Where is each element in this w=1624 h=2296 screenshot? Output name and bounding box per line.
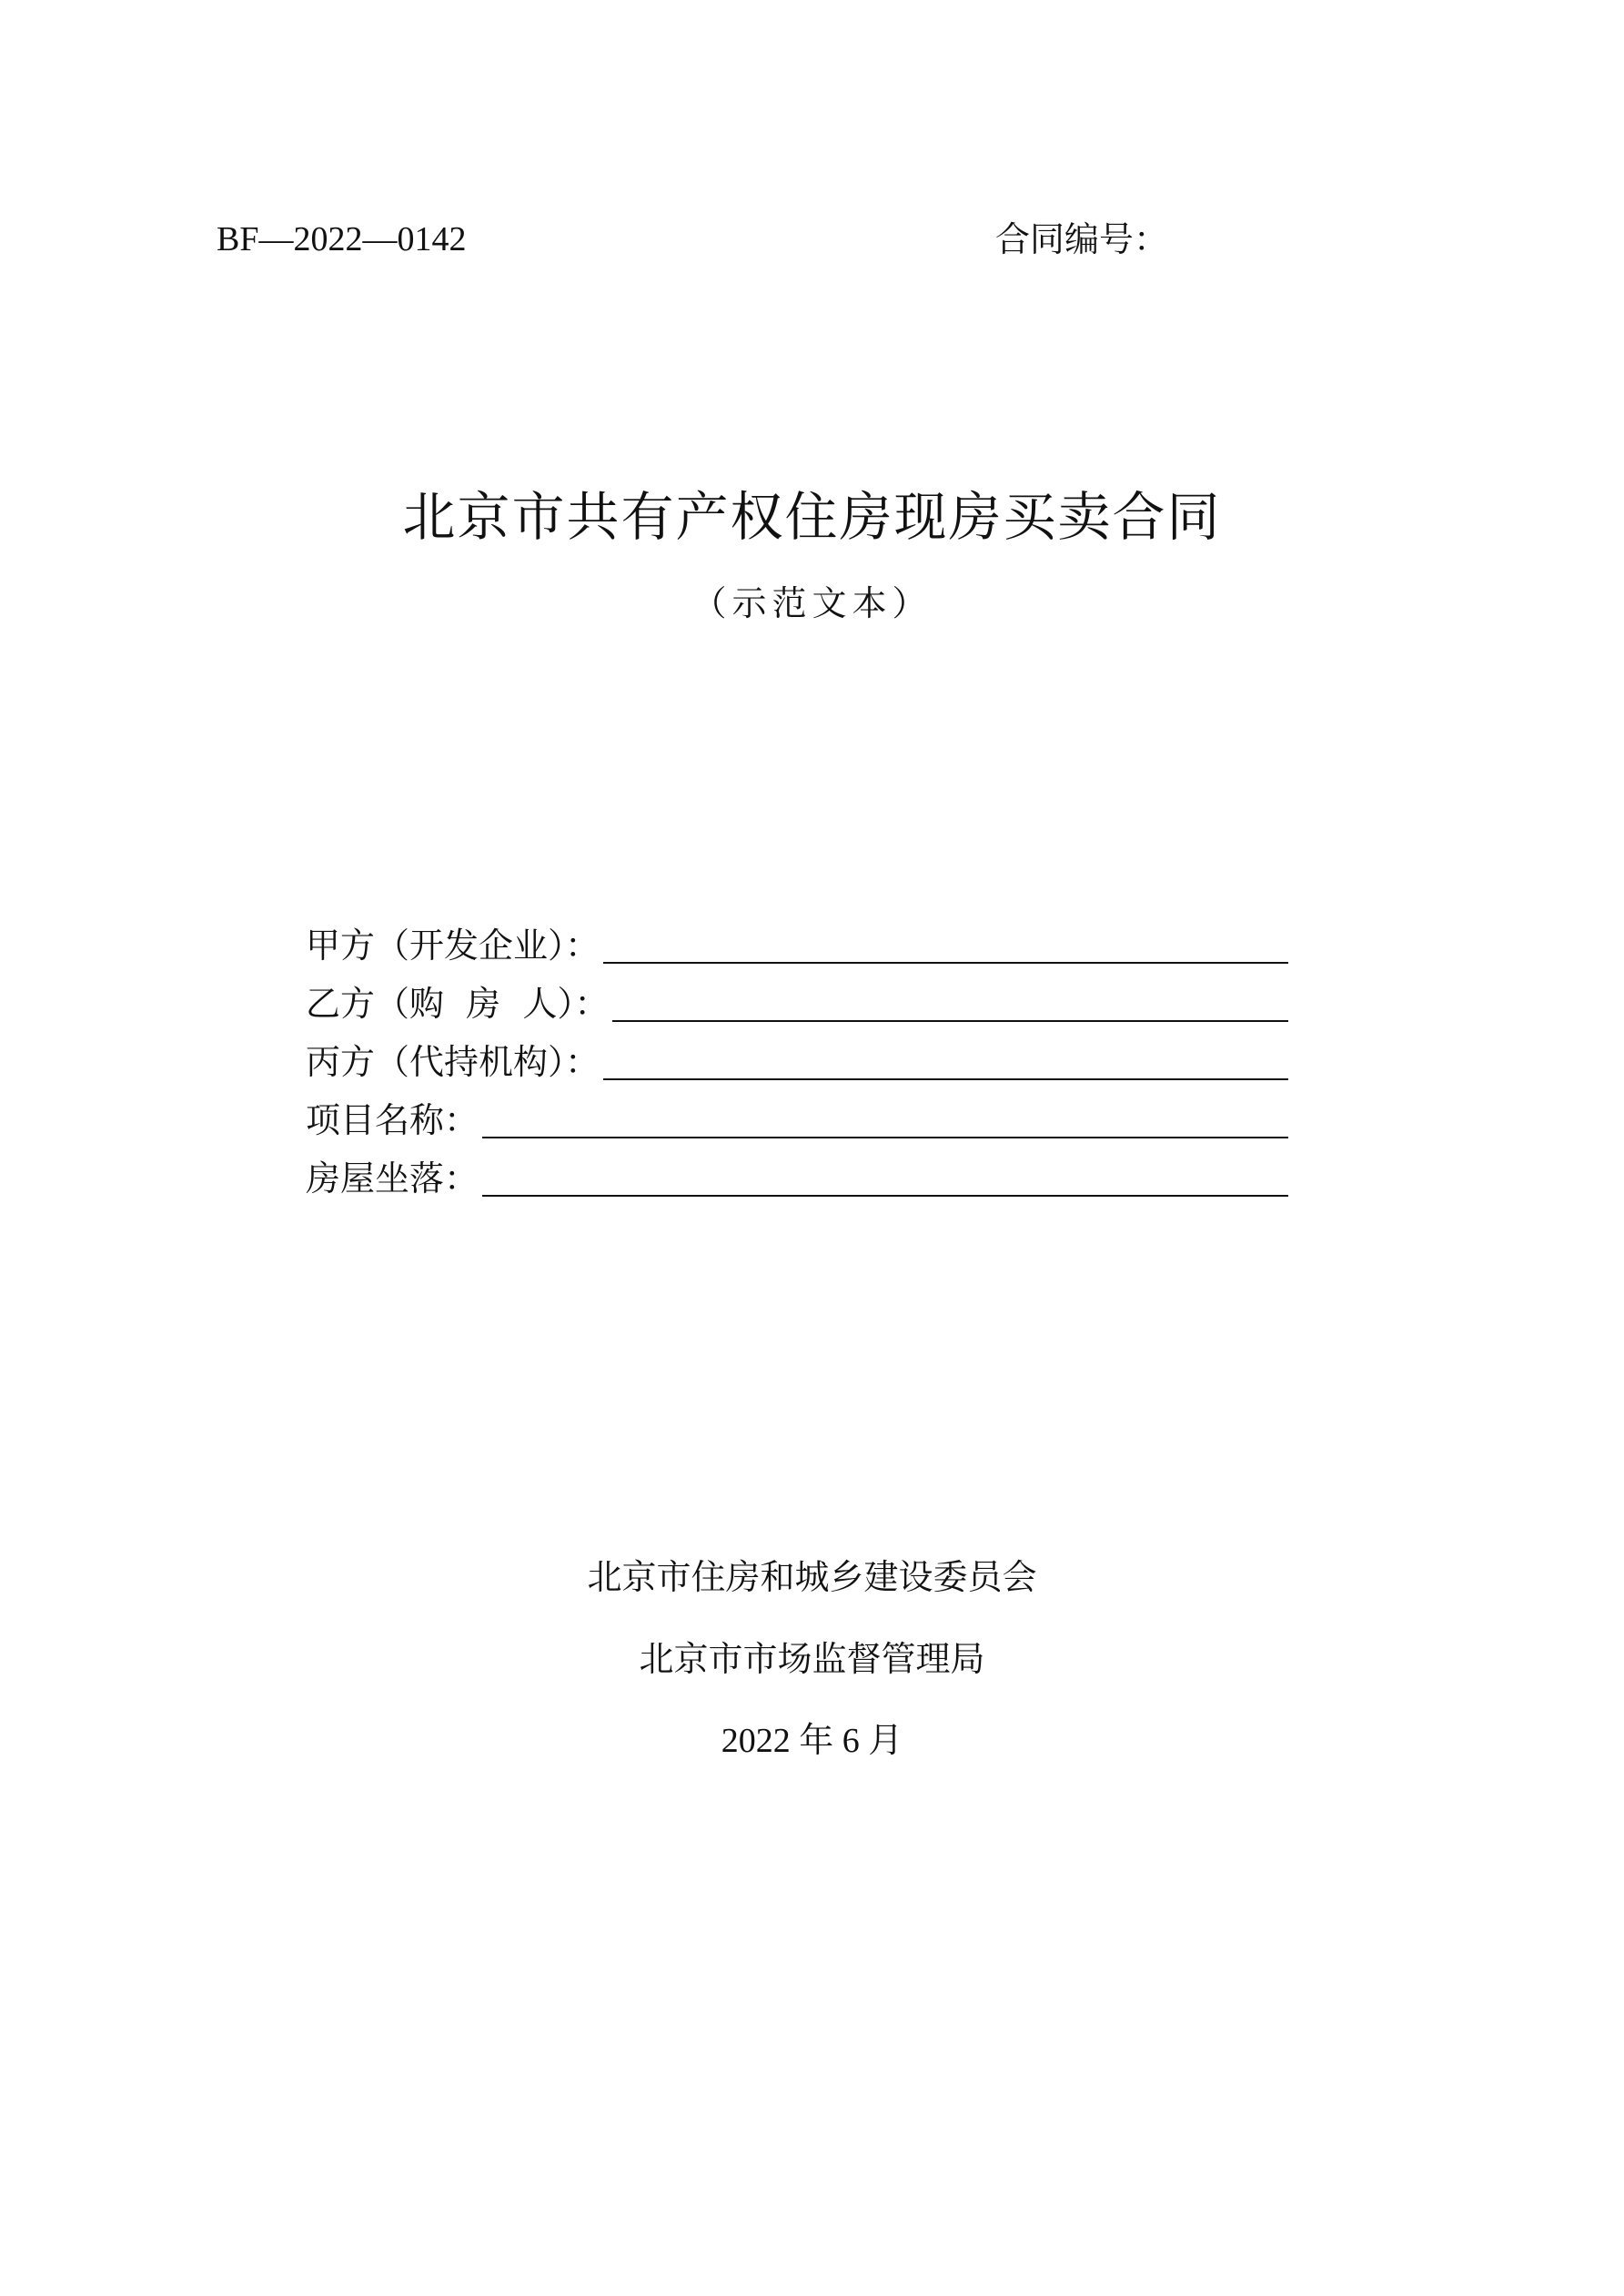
fill-in-line[interactable]	[482, 1137, 1288, 1138]
page-title: 北京市共有产权住房现房买卖合同	[402, 486, 1222, 548]
field-label: 项目名称：	[306, 1100, 479, 1140]
document-code: BF—2022—0142	[217, 220, 467, 258]
field-label: 甲方（开发企业）：	[306, 925, 600, 966]
field-house-location	[306, 1143, 1288, 1201]
issue-date: 2022 年 6 月	[721, 1722, 903, 1760]
fill-in-line[interactable]	[612, 1020, 1288, 1022]
field-party-b	[306, 968, 1288, 1027]
field-party-c	[306, 1027, 1288, 1085]
field-label: 房屋坐落：	[306, 1158, 479, 1199]
party-fields	[306, 910, 1288, 1201]
field-label: 乙方（购 房 人）：	[306, 984, 610, 1024]
field-party-a	[306, 910, 1288, 968]
issuer-housing-commission: 北京市住房和城乡建设委员会	[587, 1557, 1037, 1597]
fill-in-line[interactable]	[482, 1195, 1288, 1197]
contract-number-label: 合同编号：	[995, 219, 1169, 259]
fill-in-line[interactable]	[603, 1078, 1288, 1080]
field-project-name	[306, 1085, 1288, 1143]
fill-in-line[interactable]	[603, 962, 1288, 964]
page-subtitle: （示范文本）	[691, 583, 933, 623]
issuer-market-regulation: 北京市市场监督管理局	[639, 1639, 985, 1679]
field-label: 丙方（代持机构）：	[306, 1042, 600, 1082]
